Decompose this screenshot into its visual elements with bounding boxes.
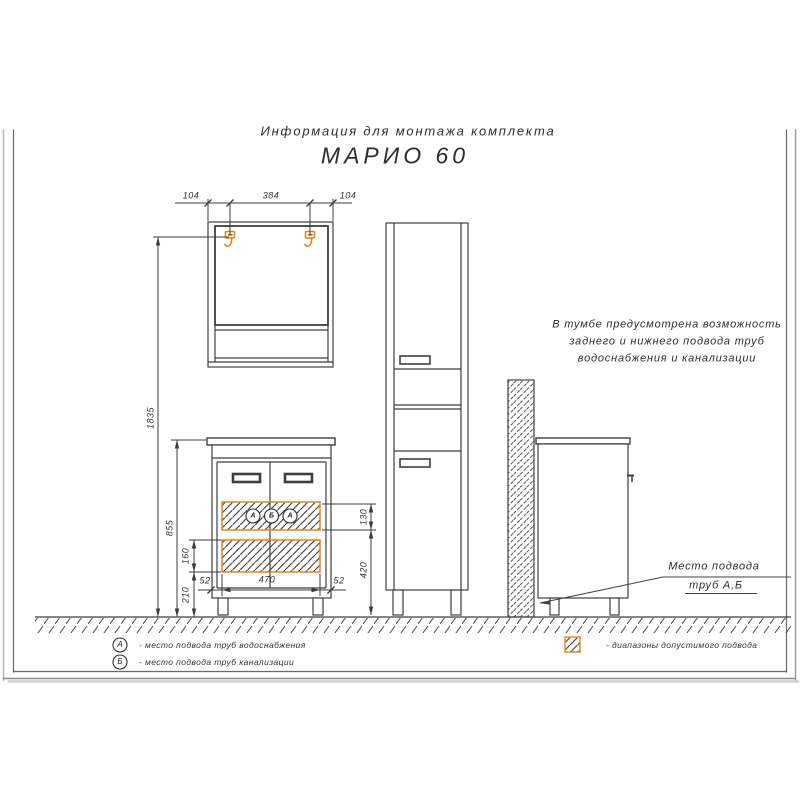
sheet-title-model: МАРИО 60: [320, 142, 470, 169]
legend-water-text: - место подвода труб водоснабжения: [139, 639, 306, 650]
wall-section: [508, 380, 534, 617]
supply-zone-lower: [222, 540, 320, 572]
installation-note-line1: В тумбе предусмотрена возможность: [552, 318, 782, 331]
legend-zone-swatch: [565, 637, 580, 652]
pipe-label-right: А: [287, 512, 293, 520]
dim-zone-margin-left: 52: [199, 575, 211, 586]
tall-cabinet: [386, 223, 468, 615]
pipe-label-left: А: [250, 512, 256, 520]
dim-lower-zone-height: 160: [180, 547, 191, 565]
dim-mirror-hook-span: 384: [262, 190, 280, 201]
pipe-label-center: Б: [269, 512, 274, 520]
dim-zone-width: 470: [258, 574, 276, 585]
vanity-leg-left: [218, 598, 228, 615]
tall-cabinet-outline: [386, 223, 468, 590]
vanity-leg-right: [313, 598, 323, 615]
legend-water-symbol: А: [117, 640, 123, 649]
floor-hatch: [35, 618, 791, 633]
legend-zones-text: - диапазоны допустимого подвода: [606, 639, 758, 650]
tall-cabinet-leg-right: [451, 590, 461, 615]
callout-line2: труб А,Б: [689, 579, 743, 592]
dim-upper-zone-from-floor: 420: [358, 561, 369, 579]
legend-sewer-text: - место подвода труб канализации: [139, 656, 295, 667]
vanity-countertop: [207, 438, 335, 445]
floor: [35, 617, 791, 633]
mirror-cabinet: [208, 222, 333, 367]
dim-hook-mount-height: 1835: [145, 406, 156, 430]
tall-cabinet-leg-left: [393, 590, 403, 615]
mirror-cabinet-outline: [208, 222, 333, 367]
side-leg-front: [610, 598, 619, 615]
installation-note-line3: водоснабжения и канализации: [577, 352, 757, 365]
callout-line1: Место подвода: [668, 560, 760, 573]
legend-sewer-symbol: Б: [117, 657, 123, 666]
side-body: [538, 444, 628, 598]
dim-vanity-height: 855: [164, 519, 175, 537]
vanity-side-view: [536, 438, 634, 615]
sheet-subtitle: Информация для монтажа комплекта: [260, 123, 556, 139]
side-countertop: [536, 438, 630, 444]
dim-mirror-offset-right: 104: [339, 190, 357, 201]
dim-zone-margin-right: 52: [333, 575, 345, 586]
dim-mirror-offset-left: 104: [182, 190, 200, 201]
dim-lower-zone-from-floor: 210: [180, 586, 191, 604]
dim-upper-zone-height: 130: [358, 508, 369, 526]
installation-note-line2: заднего и нижнего подвода труб: [569, 335, 765, 348]
